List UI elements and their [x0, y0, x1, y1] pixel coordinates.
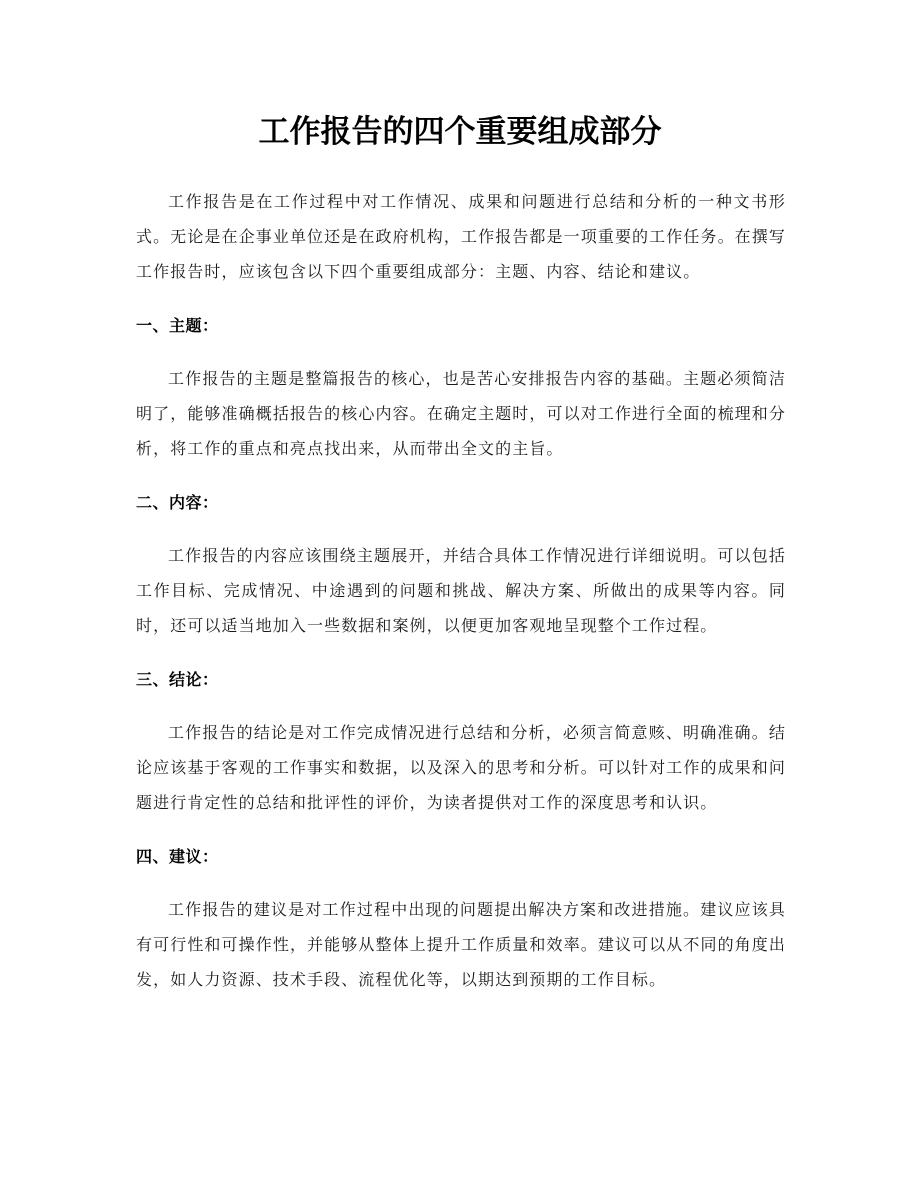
- section-body-topic: 工作报告的主题是整篇报告的核心，也是苦心安排报告内容的基础。主题必须简洁明了，能够准确概括报告的核心内容。在确定主题时，可以对工作进行全面的梳理和分析，将工作的重点和亮点找出来，从而带出全文的主旨。: [136, 369, 786, 458]
- section-body-conclusion: 工作报告的结论是对工作完成情况进行总结和分析，必须言简意赅、明确准确。结论应该基于客观的工作事实和数据，以及深入的思考和分析。可以针对工作的成果和问题进行肯定性的总结和批评性的评价，为读者提供对工作的深度思考和认识。: [136, 723, 786, 812]
- section-body-suggestion: 工作报告的建议是对工作过程中出现的问题提出解决方案和改进措施。建议应该具有可行性和可操作性，并能够从整体上提升工作质量和效率。建议可以从不同的角度出发，如人力资源、技术手段、流程优化等，以期达到预期的工作目标。: [136, 900, 786, 989]
- section-body-content: 工作报告的内容应该围绕主题展开，并结合具体工作情况进行详细说明。可以包括工作目标、完成情况、中途遇到的问题和挑战、解决方案、所做出的成果等内容。同时，还可以适当地加入一些数据和案例，以便更加客观地呈现整个工作过程。: [136, 546, 786, 635]
- section-heading-conclusion: 三、结论：: [136, 670, 219, 689]
- section-heading-topic: 一、主题：: [136, 316, 219, 335]
- section-heading-suggestion: 四、建议：: [136, 847, 219, 866]
- document-body: [136, 184, 786, 997]
- page-title: 工作报告的四个重要组成部分: [258, 114, 662, 150]
- section-heading-content: 二、内容：: [136, 493, 219, 512]
- intro-paragraph: 工作报告是在工作过程中对工作情况、成果和问题进行总结和分析的一种文书形式。无论是在企事业单位还是在政府机构，工作报告都是一项重要的工作任务。在撰写工作报告时，应该包含以下四个重要组成部分：主题、内容、结论和建议。: [136, 192, 786, 281]
